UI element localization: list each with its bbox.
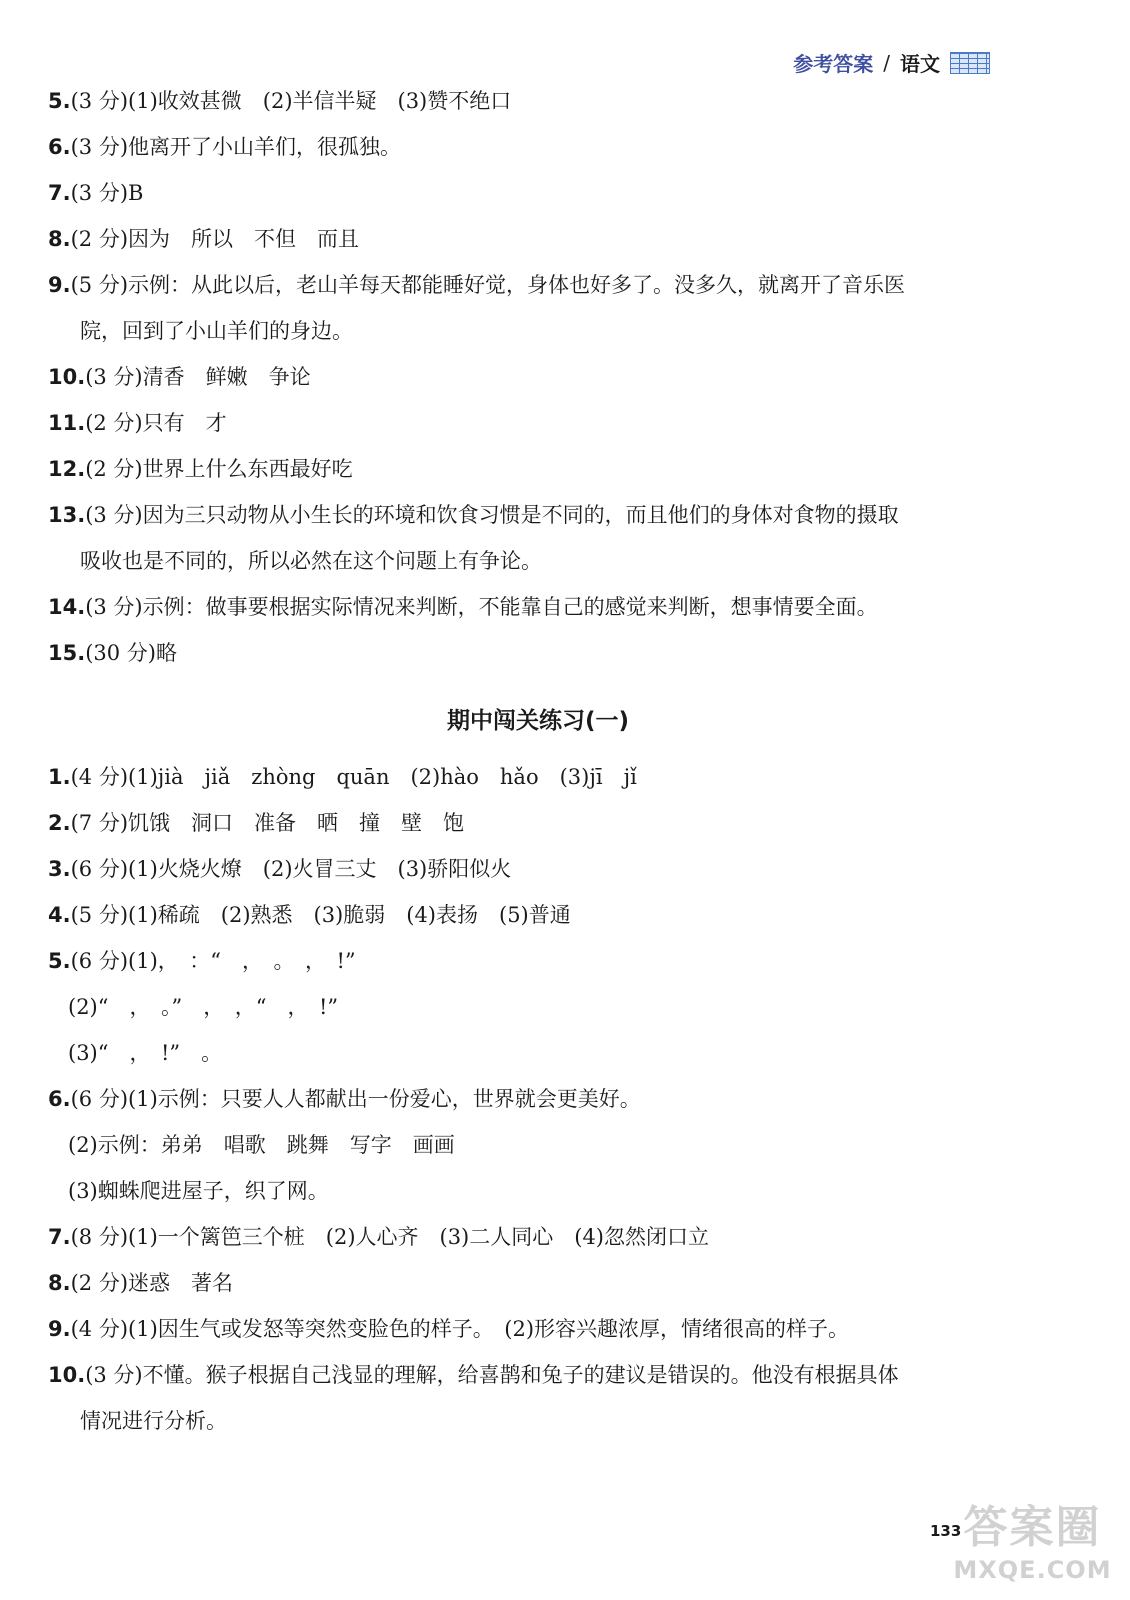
answer-content (48, 78, 1028, 1444)
answer-subitem: (2)“ ， 。” ， ，“ ， !” (68, 995, 339, 1019)
answer-text: (8 分)(1)一个篱笆三个桩 (2)人心齐 (3)二人同心 (4)忽然闭口立 (70, 1225, 709, 1249)
answer-text: (6 分)(1)火烧火燎 (2)火冒三丈 (3)骄阳似火 (70, 857, 512, 881)
page-header (793, 48, 990, 77)
answer-number: 7. (48, 181, 71, 205)
watermark-bottom: MXQE.COM (953, 1556, 1112, 1584)
answer-subitem: (3)蜘蛛爬进屋子，织了网。 (68, 1179, 329, 1203)
header-subject: 语文 (900, 52, 940, 76)
answer-text: (2 分)因为 所以 不但 而且 (70, 227, 360, 251)
answer-text: (3 分)不懂。猴子根据自己浅显的理解，给喜鹊和兔子的建议是错误的。他没有根据具体 (85, 1363, 899, 1387)
watermark-top: 答案圈 (963, 1502, 1102, 1553)
answer-text: (6 分)(1)示例：只要人人都献出一份爱心，世界就会更美好。 (70, 1087, 641, 1111)
answer-number: 5. (48, 949, 71, 973)
answer-text: (30 分)略 (85, 641, 177, 665)
answer-number: 3. (48, 857, 71, 881)
answer-item (48, 1260, 1028, 1306)
answer-item (48, 1214, 1028, 1260)
answer-continuation: 院，回到了小山羊们的身边。 (80, 319, 353, 343)
answer-item (48, 446, 1028, 492)
answer-number: 2. (48, 811, 71, 835)
header-title: 参考答案 (793, 52, 874, 76)
answer-item (48, 400, 1028, 446)
grid-icon (950, 52, 990, 74)
answer-text: (4 分)(1)因生气或发怒等突然变脸色的样子。 (2)形容兴趣浓厚，情绪很高的样子。 (70, 1317, 850, 1341)
watermark-logo (945, 1500, 1120, 1595)
answer-item (48, 630, 1028, 676)
answer-number: 1. (48, 765, 71, 789)
header-separator: / (883, 50, 890, 75)
answer-item (48, 262, 1028, 308)
answer-text: (3 分)示例：做事要根据实际情况来判断，不能靠自己的感觉来判断，想事情要全面。 (85, 595, 878, 619)
answer-item (48, 1352, 1028, 1398)
answer-subitem: (3)“ ， !” 。 (68, 1041, 223, 1065)
answer-number: 15. (48, 641, 86, 665)
answer-number: 12. (48, 457, 86, 481)
answer-item (48, 1306, 1028, 1352)
answer-number: 5. (48, 89, 71, 113)
answer-number: 9. (48, 273, 71, 297)
answer-continuation: 情况进行分析。 (80, 1409, 227, 1433)
answer-text: (2 分)世界上什么东西最好吃 (85, 457, 353, 481)
answer-item (48, 584, 1028, 630)
answer-text: (5 分)示例：从此以后，老山羊每天都能睡好觉，身体也好多了。没多久，就离开了音乐医 (70, 273, 906, 297)
answer-item (48, 78, 1028, 124)
answer-subitem: (2)示例：弟弟 唱歌 跳舞 写字 画画 (68, 1133, 455, 1157)
answer-text: (3 分)(1)收效甚微 (2)半信半疑 (3)赞不绝口 (70, 89, 512, 113)
answer-number: 6. (48, 135, 71, 159)
answer-number: 6. (48, 1087, 71, 1111)
answer-text: (5 分)(1)稀疏 (2)熟悉 (3)脆弱 (4)表扬 (5)普通 (70, 903, 571, 927)
answer-number: 9. (48, 1317, 71, 1341)
answer-item (48, 892, 1028, 938)
answer-number: 11. (48, 411, 86, 435)
answers-part-1 (48, 78, 1028, 676)
answer-item (48, 846, 1028, 892)
answers-part-2 (48, 754, 1028, 1444)
answer-item (48, 754, 1028, 800)
answer-item (48, 124, 1028, 170)
answer-number: 7. (48, 1225, 71, 1249)
answer-text: (3 分)清香 鲜嫩 争论 (85, 365, 311, 389)
answer-item (48, 938, 1028, 984)
section-title: 期中闯关练习(一) (446, 708, 630, 734)
answer-text: (3 分)他离开了小山羊们，很孤独。 (70, 135, 402, 159)
answer-item (48, 216, 1028, 262)
answer-number: 8. (48, 1271, 71, 1295)
answer-item (48, 492, 1028, 538)
answer-number: 14. (48, 595, 86, 619)
answer-item (48, 354, 1028, 400)
answer-text: (4 分)(1)jià jiǎ zhòng quān (2)hào hǎo (3)jī jǐ (70, 765, 637, 789)
answer-item (48, 1076, 1028, 1122)
answer-number: 4. (48, 903, 71, 927)
answer-item (48, 170, 1028, 216)
page-number: 133 (930, 1522, 962, 1540)
answer-continuation: 吸收也是不同的，所以必然在这个问题上有争论。 (80, 549, 542, 573)
answer-number: 8. (48, 227, 71, 251)
answer-text: (3 分)B (70, 181, 144, 205)
answer-text: (7 分)饥饿 洞口 准备 晒 撞 壁 饱 (70, 811, 465, 835)
answer-text: (2 分)只有 才 (85, 411, 227, 435)
answer-text: (2 分)迷惑 著名 (70, 1271, 234, 1295)
answer-text: (3 分)因为三只动物从小生长的环境和饮食习惯是不同的，而且他们的身体对食物的摄取 (85, 503, 899, 527)
answer-number: 10. (48, 1363, 86, 1387)
answer-item (48, 800, 1028, 846)
answer-number: 13. (48, 503, 86, 527)
answer-number: 10. (48, 365, 86, 389)
answer-text: (6 分)(1)， ：“ ， 。 ， !” (70, 949, 356, 973)
